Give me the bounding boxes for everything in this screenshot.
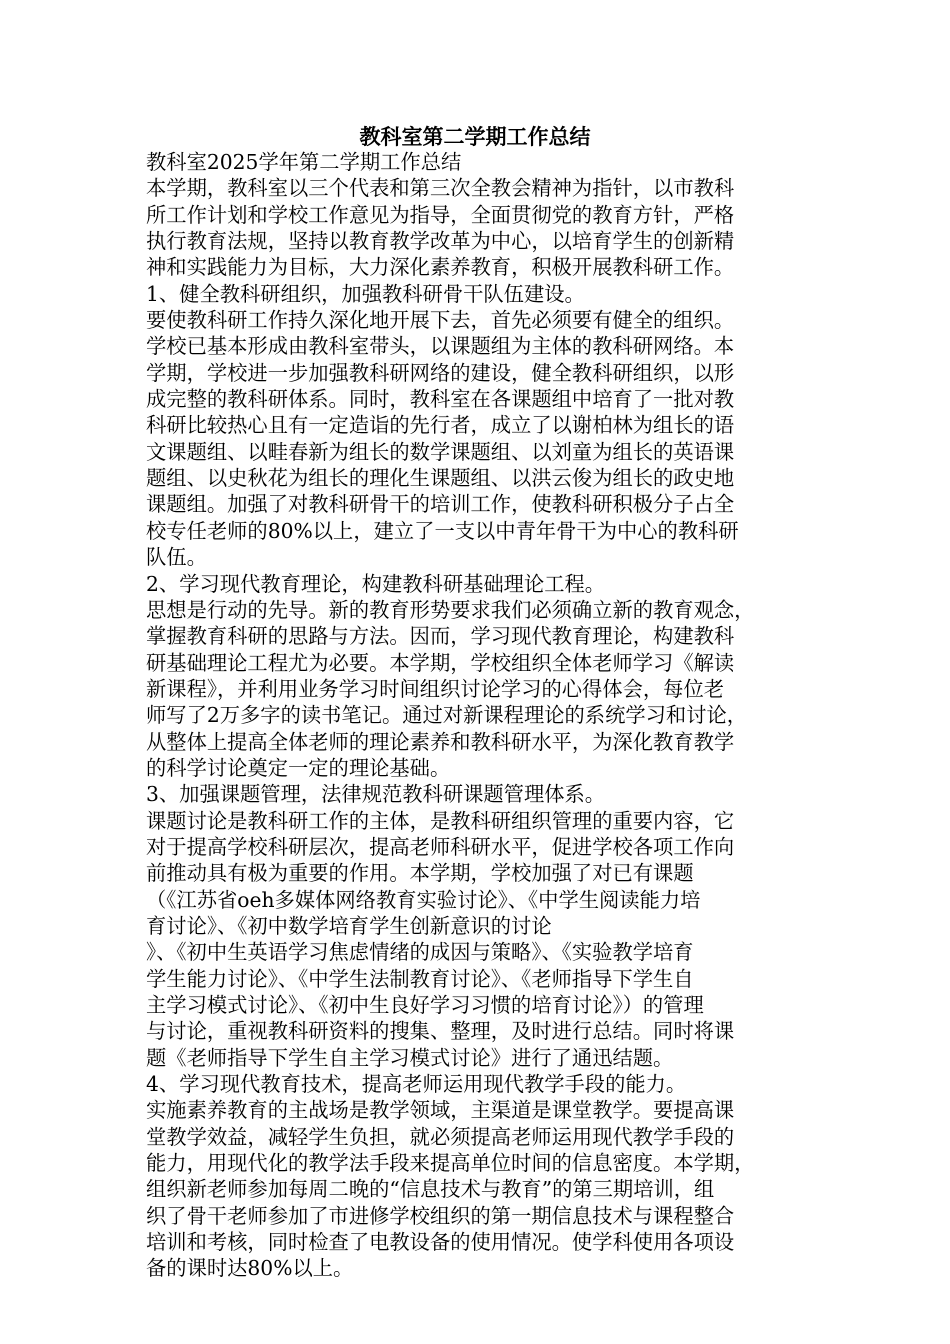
text-line: 》、《初中生英语学习焦虑情绪的成因与策略》、《实验教学培育: [146, 940, 694, 965]
text-line: 能力，用现代化的教学法手段来提高单位时间的信息密度。本学期，: [146, 1151, 755, 1176]
text-line: 题组、以史秋花为组长的理化生课题组、以洪云俊为组长的政史地: [146, 466, 735, 491]
text-line: 教科室2025学年第二学期工作总结: [146, 150, 462, 174]
text-line: 前推动具有极为重要的作用。本学期，学校加强了对已有课题: [146, 861, 694, 886]
text-line: 题《老师指导下学生自主学习模式讨论》进行了通迅结题。: [146, 1045, 674, 1070]
text-line: 3、加强课题管理，法律规范教科研课题管理体系。: [146, 782, 606, 807]
text-line: 4、学习现代教育技术，提高老师运用现代教学手段的能力。: [146, 1072, 687, 1097]
text-line: 掌握教育科研的思路与方法。因而，学习现代教育理论，构建教科: [146, 624, 735, 649]
text-line: 堂教学效益，减轻学生负担，就必须提高老师运用现代教学手段的: [146, 1124, 735, 1149]
text-line: 本学期，教科室以三个代表和第三次全教会精神为指针，以市教科: [146, 176, 735, 201]
text-line: 备的课时达80%以上。: [146, 1256, 354, 1281]
text-line: 从整体上提高全体老师的理论素养和教科研水平，为深化教育教学: [146, 729, 735, 754]
text-line: （《江苏省oeh多媒体网络教育实验讨论》、《中学生阅读能力培: [146, 887, 701, 912]
text-line: 实施素养教育的主战场是教学领域，主渠道是课堂教学。要提高课: [146, 1098, 735, 1123]
document-title: 教科室第二学期工作总结: [359, 125, 591, 149]
text-line: 课题组。加强了对教科研骨干的培训工作，使教科研积极分子占全: [146, 492, 735, 517]
text-line: 主学习模式讨论》、《初中生良好学习习惯的培育讨论》）的管理: [146, 993, 704, 1017]
text-line: 队伍。: [146, 545, 207, 570]
text-line: 织了骨干老师参加了市进修学校组织的第一期信息技术与课程整合: [146, 1203, 735, 1228]
text-line: 成完整的教科研体系。同时，教科室在各课题组中培育了一批对教: [146, 387, 735, 412]
text-line: 神和实践能力为目标，大力深化素养教育，积极开展教科研工作。: [146, 255, 735, 280]
text-line: 文课题组、以畦春新为组长的数学课题组、以刘童为组长的英语课: [146, 439, 735, 464]
text-line: 学生能力讨论》、《中学生法制教育讨论》、《老师指导下学生自: [146, 966, 694, 991]
text-line: 研基础理论工程尤为必要。本学期，学校组织全体老师学习《解读: [146, 650, 735, 675]
text-line: 培训和考核，同时检查了电教设备的使用情况。使学科使用各项设: [146, 1230, 735, 1255]
text-line: 科研比较热心且有一定造诣的先行者，成立了以谢柏林为组长的语: [146, 413, 735, 438]
text-line: 思想是行动的先导。新的教育形势要求我们必须确立新的教育观念，: [146, 597, 755, 622]
text-line: 组织新老师参加每周二晚的“信息技术与教育”的第三期培训，组: [146, 1177, 715, 1202]
text-line: 学期，学校进一步加强教科研网络的建设，健全教科研组织，以形: [146, 360, 735, 385]
document-body: [146, 149, 806, 1282]
text-line: 的科学讨论奠定一定的理论基础。: [146, 755, 451, 780]
text-line: 育讨论》、《初中数学培育学生创新意识的讨论: [146, 913, 552, 938]
text-line: 与讨论，重视教科研资料的搜集、整理，及时进行总结。同时将课: [146, 1019, 735, 1044]
text-line: 师写了2万多字的读书笔记。通过对新课程理论的系统学习和讨论，: [146, 703, 748, 728]
text-line: 学校已基本形成由教科室带头，以课题组为主体的教科研网络。本: [146, 334, 735, 359]
text-line: 执行教育法规，坚持以教育教学改革为中心，以培育学生的创新精: [146, 229, 735, 254]
text-line: 对于提高学校科研层次，提高老师科研水平，促进学校各项工作向: [146, 834, 735, 859]
text-line: 要使教科研工作持久深化地开展下去，首先必须要有健全的组织。: [146, 308, 735, 333]
text-line: 课题讨论是教科研工作的主体，是教科研组织管理的重要内容，它: [146, 808, 735, 833]
text-line: 2、学习现代教育理论，构建教科研基础理论工程。: [146, 571, 606, 596]
text-line: 所工作计划和学校工作意见为指导，全面贯彻党的教育方针，严格: [146, 202, 735, 227]
text-line: 1、健全教科研组织，加强教科研骨干队伍建设。: [146, 281, 585, 306]
text-line: 新课程》，并利用业务学习时间组织讨论学习的心得体会，每位老: [146, 676, 725, 701]
text-line: 校专任老师的80%以上，建立了一支以中青年骨干为中心的教科研: [146, 518, 739, 543]
